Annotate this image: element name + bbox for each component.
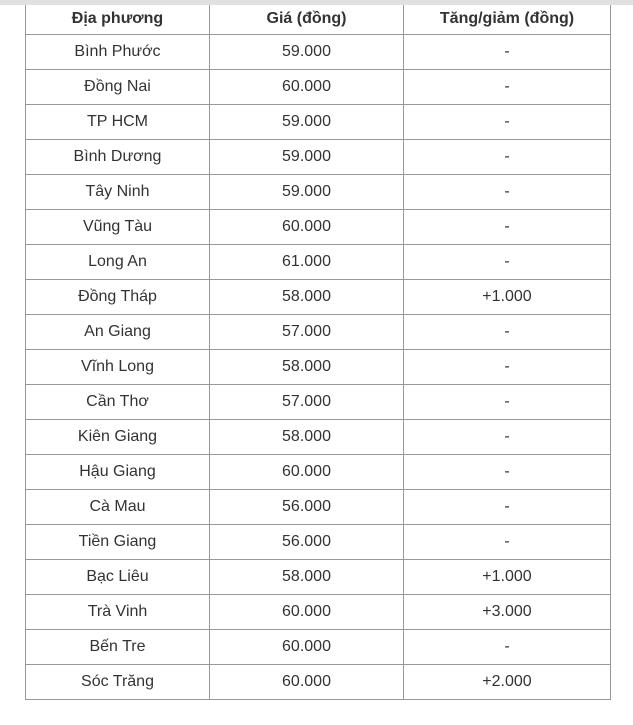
region-cell: Vũng Tàu <box>26 209 210 244</box>
table-row <box>26 244 611 279</box>
region-cell: Bình Phước <box>26 34 210 69</box>
table-header-row <box>26 5 611 34</box>
change-cell: - <box>404 69 611 104</box>
table-row <box>26 524 611 559</box>
region-cell: Tây Ninh <box>26 174 210 209</box>
table-row <box>26 139 611 174</box>
price-cell: 60.000 <box>210 629 404 664</box>
table-row <box>26 664 611 699</box>
header-change: Tăng/giảm (đồng) <box>404 5 611 34</box>
region-cell: An Giang <box>26 314 210 349</box>
price-cell: 60.000 <box>210 664 404 699</box>
change-cell: - <box>404 629 611 664</box>
price-cell: 59.000 <box>210 34 404 69</box>
price-cell: 58.000 <box>210 349 404 384</box>
change-cell: - <box>404 209 611 244</box>
change-cell: - <box>404 454 611 489</box>
change-cell: - <box>404 244 611 279</box>
price-cell: 56.000 <box>210 524 404 559</box>
price-cell: 60.000 <box>210 69 404 104</box>
table-row <box>26 594 611 629</box>
change-cell: - <box>404 139 611 174</box>
region-cell: Hậu Giang <box>26 454 210 489</box>
table-row <box>26 349 611 384</box>
table-row <box>26 174 611 209</box>
price-table <box>25 5 611 700</box>
region-cell: Tiền Giang <box>26 524 210 559</box>
table-row <box>26 34 611 69</box>
change-cell: - <box>404 489 611 524</box>
table-row <box>26 279 611 314</box>
price-cell: 60.000 <box>210 594 404 629</box>
table-row <box>26 384 611 419</box>
region-cell: Kiên Giang <box>26 419 210 454</box>
change-cell: - <box>404 104 611 139</box>
region-cell: Đồng Tháp <box>26 279 210 314</box>
region-cell: Cà Mau <box>26 489 210 524</box>
table-row <box>26 314 611 349</box>
change-cell: +2.000 <box>404 664 611 699</box>
change-cell: - <box>404 314 611 349</box>
header-price: Giá (đồng) <box>210 5 404 34</box>
region-cell: Cần Thơ <box>26 384 210 419</box>
price-cell: 59.000 <box>210 174 404 209</box>
table-row <box>26 629 611 664</box>
change-cell: +1.000 <box>404 279 611 314</box>
price-cell: 58.000 <box>210 419 404 454</box>
price-cell: 56.000 <box>210 489 404 524</box>
table-row <box>26 454 611 489</box>
region-cell: Bình Dương <box>26 139 210 174</box>
change-cell: - <box>404 419 611 454</box>
region-cell: Bến Tre <box>26 629 210 664</box>
region-cell: Sóc Trăng <box>26 664 210 699</box>
header-region: Địa phương <box>26 5 210 34</box>
change-cell: +3.000 <box>404 594 611 629</box>
table-row <box>26 69 611 104</box>
price-cell: 57.000 <box>210 384 404 419</box>
region-cell: TP HCM <box>26 104 210 139</box>
region-cell: Bạc Liêu <box>26 559 210 594</box>
table-row <box>26 489 611 524</box>
change-cell: - <box>404 524 611 559</box>
price-cell: 59.000 <box>210 139 404 174</box>
price-cell: 60.000 <box>210 454 404 489</box>
region-cell: Vĩnh Long <box>26 349 210 384</box>
price-cell: 59.000 <box>210 104 404 139</box>
price-cell: 61.000 <box>210 244 404 279</box>
table-row <box>26 209 611 244</box>
table-row <box>26 104 611 139</box>
price-cell: 60.000 <box>210 209 404 244</box>
region-cell: Trà Vinh <box>26 594 210 629</box>
change-cell: - <box>404 349 611 384</box>
table-row <box>26 419 611 454</box>
price-table-container <box>25 5 611 700</box>
change-cell: - <box>404 34 611 69</box>
region-cell: Đồng Nai <box>26 69 210 104</box>
change-cell: - <box>404 174 611 209</box>
table-row <box>26 559 611 594</box>
price-cell: 58.000 <box>210 279 404 314</box>
change-cell: - <box>404 384 611 419</box>
change-cell: +1.000 <box>404 559 611 594</box>
region-cell: Long An <box>26 244 210 279</box>
price-cell: 57.000 <box>210 314 404 349</box>
price-cell: 58.000 <box>210 559 404 594</box>
